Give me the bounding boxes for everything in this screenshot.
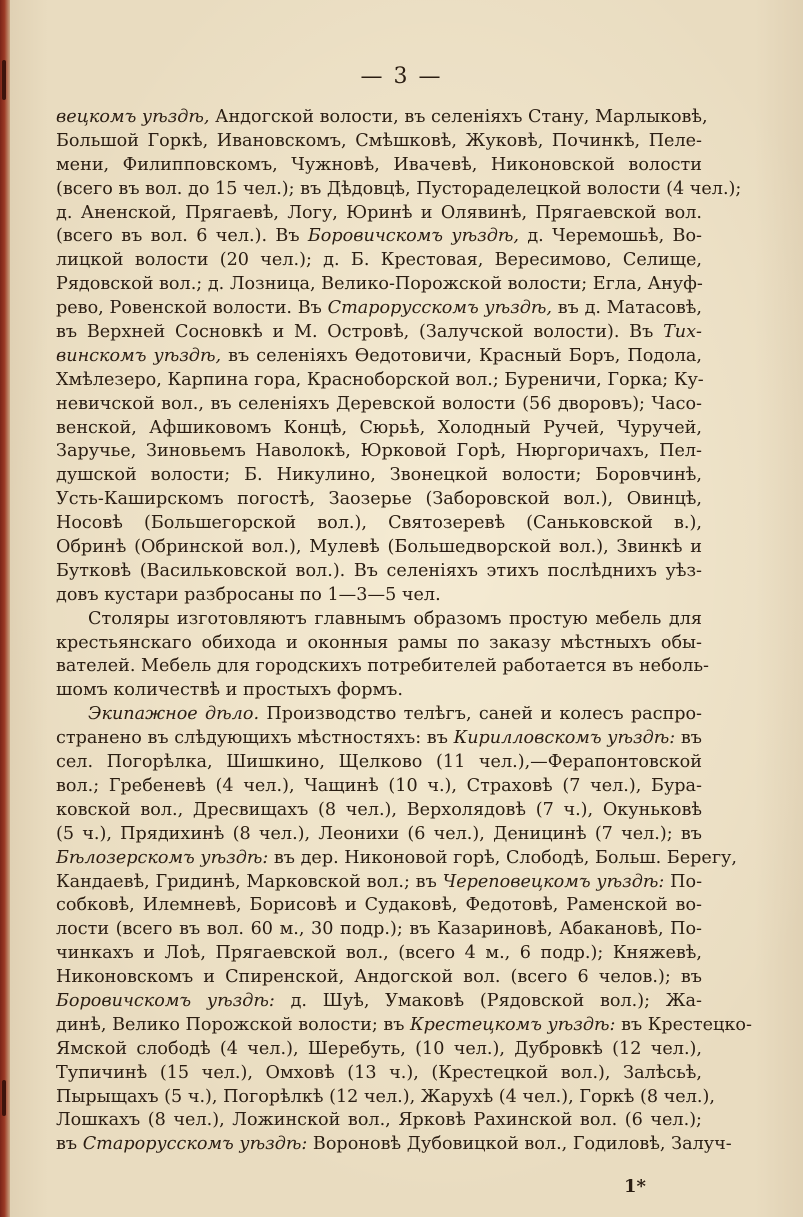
text-segment: д. Шуѣ, Умаковѣ (Рядовской вол.); Жа- <box>274 990 702 1011</box>
text-segment: венской, Афшиковомъ Концѣ, Сюрьѣ, Холодный Ручей, Чуручей, <box>56 417 702 438</box>
text-line <box>56 225 702 249</box>
italic-text-segment: Тих- <box>663 322 702 343</box>
text-line <box>56 488 702 512</box>
text-segment: чинкахъ и Лоѣ, Прягаевской вол., (всего 4 м., 6 подр.); Княжевѣ, <box>56 943 702 964</box>
text-line <box>56 297 702 321</box>
text-segment: (5 ч.), Прядихинѣ (8 чел.), Леонихи (6 чел.), Деницинѣ (7 чел.); въ <box>56 823 702 844</box>
italic-text-segment: винскомъ уѣздѣ, <box>56 345 222 366</box>
text-segment: Усть-Каширскомъ погостѣ, Заозерье (Заборовской вол.), Овинцѣ, <box>56 489 702 510</box>
page-number: — 3 — <box>360 64 443 89</box>
text-line <box>56 823 702 847</box>
text-line <box>56 464 702 488</box>
text-segment: душской волости; Б. Никулино, Звонецкой волости; Боровчинѣ, <box>56 465 702 486</box>
text-line <box>56 894 702 918</box>
text-line <box>56 584 702 608</box>
text-segment: крестьянскаго обихода и оконныя рамы по заказу мѣстныхъ обы- <box>56 632 702 653</box>
italic-text-segment: Крестецкомъ уѣздѣ: <box>410 1014 616 1035</box>
italic-text-segment: Боровичскомъ уѣздѣ, <box>307 226 519 247</box>
text-line <box>56 202 702 226</box>
text-segment: довъ кустари разбросаны по 1—3—5 чел. <box>56 584 441 605</box>
text-line <box>56 249 702 273</box>
text-line <box>56 536 702 560</box>
text-segment: Бутковѣ (Васильковской вол.). Въ селеніяхъ этихъ послѣднихъ уѣз- <box>56 560 702 581</box>
text-segment: въ Верхней Сосновкѣ и М. Островѣ, (Залучской волости). Въ <box>56 322 664 343</box>
text-segment: (всего въ вол. до 15 чел.); въ Дѣдовцѣ, Пустораделецкой волости (4 чел.); <box>56 178 742 199</box>
text-line <box>56 727 702 751</box>
italic-text-segment: Старорусскомъ уѣздѣ: <box>82 1134 308 1155</box>
text-line <box>56 632 702 656</box>
italic-text-segment: Экипажное дѣло. <box>88 704 260 725</box>
text-segment: Носовѣ (Большегорской вол.), Святозеревѣ (Саньковской в.), <box>56 513 702 534</box>
text-segment: Обринѣ (Обринской вол.), Мулевѣ (Большедворской вол.), Звинкѣ и <box>56 537 702 558</box>
text-segment: Большой Горкѣ, Ивановскомъ, Смѣшковѣ, Жуковѣ, Починкѣ, Пеле- <box>56 130 702 151</box>
italic-text-segment: Старорусскомъ уѣздѣ, <box>327 298 553 319</box>
printer-signature-mark: 1* <box>624 1176 646 1197</box>
text-segment: (всего въ вол. 6 чел.). Въ <box>56 226 308 247</box>
text-line <box>56 560 702 584</box>
text-line <box>56 847 737 871</box>
text-segment: Вороновѣ Дубовицкой вол., Годиловѣ, Залуч- <box>307 1134 732 1155</box>
text-line <box>56 799 702 823</box>
text-segment: странено въ слѣдующихъ мѣстностяхъ: въ <box>56 728 454 749</box>
italic-text-segment: Череповецкомъ уѣздѣ: <box>442 871 665 892</box>
text-segment: мени, Филипповскомъ, Чужновѣ, Ивачевѣ, Никоновской волости <box>56 154 702 175</box>
text-line <box>56 154 702 178</box>
text-line <box>56 966 702 990</box>
text-line <box>56 871 702 895</box>
text-segment: въ дер. Никоновой горѣ, Слободѣ, Больш. Берегу, <box>268 847 737 868</box>
text-line <box>56 679 702 703</box>
italic-text-segment: Боровичскомъ уѣздѣ: <box>56 990 275 1011</box>
text-line <box>56 1133 732 1157</box>
text-segment: лости (всего въ вол. 60 м., 30 подр.); въ Казариновѣ, Абакановѣ, По- <box>56 919 702 940</box>
text-segment: невичской вол., въ селеніяхъ Деревской волости (56 дворовъ); Часо- <box>56 393 702 414</box>
text-segment: въ Крестецко- <box>615 1014 752 1035</box>
text-segment: рево, Ровенской волости. Въ <box>56 298 328 319</box>
text-line <box>56 1038 702 1062</box>
text-line <box>56 1062 702 1086</box>
text-line <box>56 608 702 632</box>
text-segment: Заручье, Зиновьемъ Наволокѣ, Юрковой Горѣ, Нюргоричахъ, Пел- <box>56 441 702 462</box>
text-segment: Хмѣлезеро, Карпина гора, Красноборской вол.; Буреничи, Горка; Ку- <box>56 369 704 390</box>
text-segment: Никоновскомъ и Спиренской, Андогской вол. (всего 6 челов.); въ <box>56 967 702 988</box>
italic-text-segment: вецкомъ уѣздѣ, <box>56 107 210 127</box>
text-segment: динѣ, Велико Порожской волости; въ <box>56 1014 411 1035</box>
text-line <box>56 1109 702 1133</box>
text-segment: въ д. Матасовѣ, <box>552 298 702 319</box>
text-line <box>56 440 702 464</box>
text-segment: Столяры изготовляютъ главнымъ образомъ простую мебель для <box>88 608 702 629</box>
text-line <box>56 703 702 727</box>
text-line <box>56 369 702 393</box>
text-segment: вол.; Гребеневѣ (4 чел.), Чащинѣ (10 ч.), Страховѣ (7 чел.), Бура- <box>56 775 702 796</box>
text-segment: въ <box>675 728 702 749</box>
text-segment: По- <box>664 871 703 892</box>
text-segment: собковѣ, Илемневѣ, Борисовѣ и Судаковѣ, Федотовѣ, Раменской во- <box>56 895 702 916</box>
text-line <box>56 130 702 154</box>
text-line <box>56 1086 715 1110</box>
text-line <box>56 918 702 942</box>
text-segment: ковской вол., Дресвищахъ (8 чел.), Верхолядовѣ (7 ч.), Окуньковѣ <box>56 799 702 820</box>
text-segment: вателей. Мебель для городскихъ потребителей работается въ неболь- <box>56 656 709 677</box>
text-segment: Тупичинѣ (15 чел.), Омховѣ (13 ч.), (Крестецкой вол.), Залѣсьѣ, <box>56 1062 702 1083</box>
text-segment: Пырыщахъ (5 ч.), Погорѣлкѣ (12 чел.), Жарухѣ (4 чел.), Горкѣ (8 чел.), <box>56 1086 715 1107</box>
text-segment: Ямской слободѣ (4 чел.), Шеребуть, (10 чел.), Дубровкѣ (12 чел.), <box>56 1038 702 1059</box>
text-line <box>56 393 702 417</box>
text-segment: Лошкахъ (8 чел.), Ложинской вол., Ярковѣ Рахинской вол. (6 чел.); <box>56 1110 702 1131</box>
text-segment: шомъ количествѣ и простыхъ формъ. <box>56 680 403 701</box>
text-line <box>56 178 742 202</box>
text-segment: Рядовской вол.; д. Лозница, Велико-Порожской волости; Егла, Ануф- <box>56 274 703 295</box>
text-segment: Кандаевѣ, Гридинѣ, Марковской вол.; въ <box>56 871 443 892</box>
text-line <box>56 321 702 345</box>
text-line <box>56 106 708 130</box>
italic-text-segment: Кирилловскомъ уѣздѣ: <box>453 728 676 749</box>
italic-text-segment: Бѣлозерскомъ уѣздѣ: <box>56 847 269 868</box>
text-segment: д. Черемошьѣ, Во- <box>518 226 702 247</box>
text-line <box>56 1014 752 1038</box>
text-line <box>56 655 709 679</box>
text-segment: Производство телѣгъ, саней и колесъ распро- <box>259 704 702 725</box>
text-line <box>56 990 702 1014</box>
text-segment: сел. Погорѣлка, Шишкино, Щелково (11 чел.),—Ферапонтовской <box>56 752 702 773</box>
text-line <box>56 751 702 775</box>
text-line <box>56 775 702 799</box>
text-line <box>56 417 702 441</box>
body-text <box>56 106 752 1157</box>
text-segment: въ <box>56 1134 83 1155</box>
text-line <box>56 512 702 536</box>
text-line <box>56 273 702 297</box>
text-line <box>56 942 702 966</box>
text-segment: въ селеніяхъ Ѳедотовичи, Красный Боръ, Подола, <box>221 345 702 366</box>
text-line <box>56 345 702 369</box>
text-segment: Андогской волости, въ селеніяхъ Стану, Марлыковѣ, <box>209 107 708 127</box>
text-segment: д. Аненской, Прягаевѣ, Логу, Юринѣ и Олявинѣ, Прягаевской вол. <box>56 202 702 223</box>
text-segment: лицкой волости (20 чел.); д. Б. Крестовая, Вересимово, Селище, <box>56 250 702 271</box>
